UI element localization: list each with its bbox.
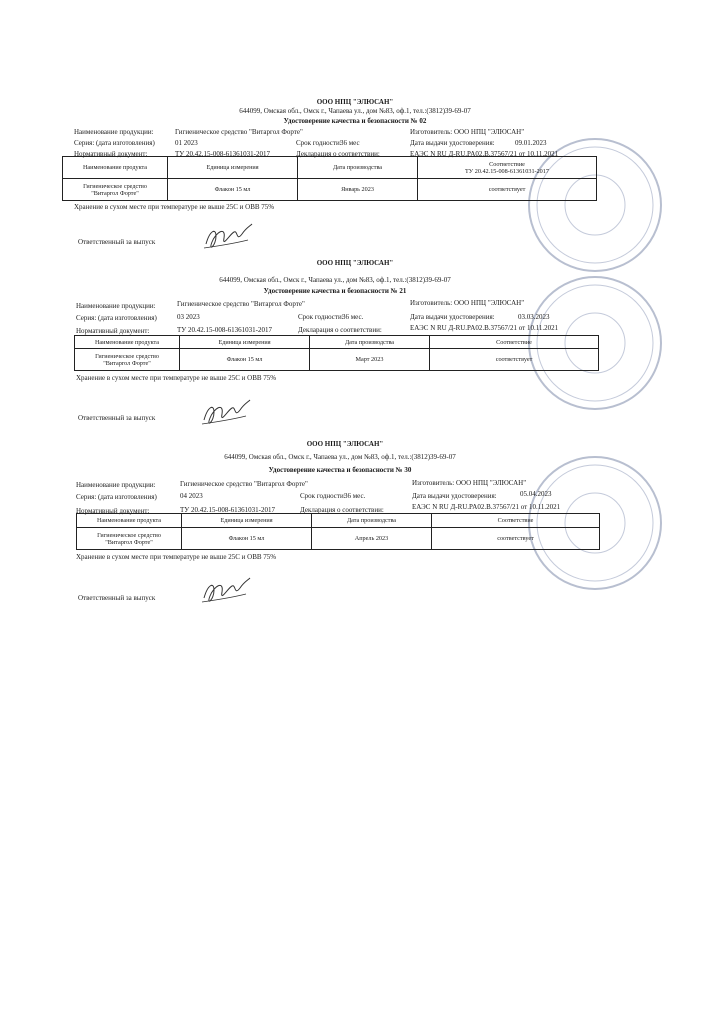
issue-date-value: 09.01.2023 bbox=[515, 139, 547, 147]
col-header-product: Наименование продукта bbox=[77, 514, 182, 528]
col-header-date: Дата производства bbox=[310, 336, 430, 349]
norm-value: ТУ 20.42.15-008-61361031-2017 bbox=[175, 150, 270, 158]
certificate-title: Удостоверение качества и безопасности № 02 bbox=[283, 117, 427, 125]
cell-product-line2: "Витаргол Форте" bbox=[105, 538, 153, 546]
shelf-life-label: Срок годности: bbox=[300, 492, 346, 500]
series-label: Серия: (дата изготовления) bbox=[74, 139, 155, 147]
col-header-product: Наименование продукта bbox=[63, 157, 168, 179]
product-label: Наименование продукции: bbox=[74, 128, 154, 136]
certificate-title: Удостоверение качества и безопасности № 30 bbox=[268, 466, 412, 474]
norm-value: ТУ 20.42.15-008-61361031-2017 bbox=[177, 326, 272, 334]
compliance-header-label: Соответствие bbox=[489, 160, 525, 168]
cell-date: Апрель 2023 bbox=[312, 528, 432, 550]
cell-date: Январь 2023 bbox=[298, 179, 418, 201]
org-name: ООО НПЦ "ЭЛЮСАН" bbox=[316, 98, 394, 106]
certificate-title: Удостоверение качества и безопасности № 21 bbox=[263, 287, 407, 295]
org-address: 644099, Омская обл., Омск г., Чапаева ул., дом №83, оф.1, тел.:(3812)39-69-07 bbox=[219, 276, 451, 284]
responsible-label: Ответственный за выпуск bbox=[78, 414, 156, 422]
cell-compliance: соответствует bbox=[430, 349, 599, 371]
cell-product bbox=[77, 528, 182, 550]
norm-value: ТУ 20.42.15-008-61361031-2017 bbox=[180, 506, 275, 514]
col-header-product: Наименование продукта bbox=[75, 336, 180, 349]
product-value: Гигиеническое средство "Витаргол Форте" bbox=[175, 128, 303, 136]
org-address: 644099, Омская обл., Омск г., Чапаева ул., дом №83, оф.1, тел.:(3812)39-69-07 bbox=[224, 453, 456, 461]
declaration-value: ЕАЭС N RU Д-RU.PA02.B.37567/21 от 10.11.2021 bbox=[412, 503, 561, 511]
issue-date-label: Дата выдачи удостоверения: bbox=[412, 492, 497, 500]
product-label: Наименование продукции: bbox=[76, 302, 156, 310]
series-value: 01 2023 bbox=[175, 139, 198, 147]
issue-date-value: 05.04.2023 bbox=[520, 490, 552, 498]
col-header-unit: Единица измерения bbox=[182, 514, 312, 528]
shelf-life-value: 36 мес. bbox=[342, 313, 364, 321]
issue-date-label: Дата выдачи удостоверения: bbox=[410, 139, 495, 147]
issue-date-label: Дата выдачи удостоверения: bbox=[410, 313, 495, 321]
declaration-value: ЕАЭС N RU Д-RU.PA02.B.37567/21 от 10.11.2021 bbox=[410, 150, 559, 158]
org-name: ООО НПЦ "ЭЛЮСАН" bbox=[306, 440, 384, 448]
col-header-compliance: Соответствие bbox=[432, 514, 600, 528]
cell-compliance: соответствует bbox=[418, 179, 597, 201]
cell-product bbox=[75, 349, 180, 371]
storage-note: Хранение в сухом месте при температуре не выше 25С и ОВВ 75% bbox=[76, 553, 277, 561]
col-header-date: Дата производства bbox=[298, 157, 418, 179]
signature-2 bbox=[198, 398, 254, 432]
storage-note: Хранение в сухом месте при температуре не выше 25С и ОВВ 75% bbox=[74, 203, 275, 211]
signature-1 bbox=[200, 222, 256, 256]
cell-product-line1: Гигиеническое средство bbox=[97, 531, 161, 539]
cell-product-line2: "Витаргол Форте" bbox=[91, 189, 139, 197]
declaration-label: Декларация о соответствии: bbox=[296, 150, 380, 158]
shelf-life-value: 36 мес. bbox=[344, 492, 366, 500]
manufacturer: Изготовитель: ООО НПЦ "ЭЛЮСАН" bbox=[410, 299, 525, 307]
org-name: ООО НПЦ "ЭЛЮСАН" bbox=[316, 259, 394, 267]
quality-table bbox=[74, 335, 599, 371]
cell-unit: Флакон 15 мл bbox=[180, 349, 310, 371]
responsible-label: Ответственный за выпуск bbox=[78, 238, 156, 246]
cell-product-line1: Гигиеническое средство bbox=[95, 352, 159, 360]
series-label: Серия: (дата изготовления) bbox=[76, 493, 157, 501]
declaration-label: Декларация о соответствии: bbox=[300, 506, 384, 514]
cell-date: Март 2023 bbox=[310, 349, 430, 371]
cell-product-line2: "Витаргол Форте" bbox=[103, 359, 151, 367]
product-value: Гигиеническое средство "Витаргол Форте" bbox=[177, 300, 305, 308]
cell-unit: Флакон 15 мл bbox=[182, 528, 312, 550]
col-header-date: Дата производства bbox=[312, 514, 432, 528]
manufacturer: Изготовитель: ООО НПЦ "ЭЛЮСАН" bbox=[412, 479, 527, 487]
norm-label: Нормативный документ: bbox=[74, 150, 148, 158]
norm-label: Нормативный документ: bbox=[76, 507, 150, 515]
declaration-label: Декларация о соответствии: bbox=[298, 326, 382, 334]
shelf-life-label: Срок годности: bbox=[298, 313, 344, 321]
signature-3 bbox=[198, 576, 254, 610]
shelf-life-value: 36 мес bbox=[340, 139, 360, 147]
org-address: 644099, Омская обл., Омск г., Чапаева ул., дом №83, оф.1, тел.:(3812)39-69-07 bbox=[239, 107, 471, 115]
series-value: 04 2023 bbox=[180, 492, 203, 500]
shelf-life-label: Срок годности: bbox=[296, 139, 342, 147]
col-header-unit: Единица измерения bbox=[180, 336, 310, 349]
product-label: Наименование продукции: bbox=[76, 481, 156, 489]
series-value: 03 2023 bbox=[177, 313, 200, 321]
declaration-value: ЕАЭС N RU Д-RU.PA02.B.37567/21 от 10.11.2021 bbox=[410, 324, 559, 332]
responsible-label: Ответственный за выпуск bbox=[78, 594, 156, 602]
norm-label: Нормативный документ: bbox=[76, 327, 150, 335]
col-header-compliance bbox=[418, 157, 597, 179]
col-header-unit: Единица измерения bbox=[168, 157, 298, 179]
issue-date-value: 03.03.2023 bbox=[518, 313, 550, 321]
storage-note: Хранение в сухом месте при температуре не выше 25С и ОВВ 75% bbox=[76, 374, 277, 382]
cell-product-line1: Гигиеническое средство bbox=[83, 182, 147, 190]
product-value: Гигиеническое средство "Витаргол Форте" bbox=[180, 480, 308, 488]
col-header-compliance: Соответствие bbox=[430, 336, 599, 349]
cell-product bbox=[63, 179, 168, 201]
series-label: Серия: (дата изготовления) bbox=[76, 314, 157, 322]
cell-compliance: соответствует bbox=[432, 528, 600, 550]
quality-table bbox=[76, 513, 600, 550]
manufacturer: Изготовитель: ООО НПЦ "ЭЛЮСАН" bbox=[410, 128, 525, 136]
compliance-header-tu: ТУ 20.42.15-008-61361031-2017 bbox=[465, 167, 549, 175]
cell-unit: Флакон 15 мл bbox=[168, 179, 298, 201]
quality-table bbox=[62, 156, 597, 201]
